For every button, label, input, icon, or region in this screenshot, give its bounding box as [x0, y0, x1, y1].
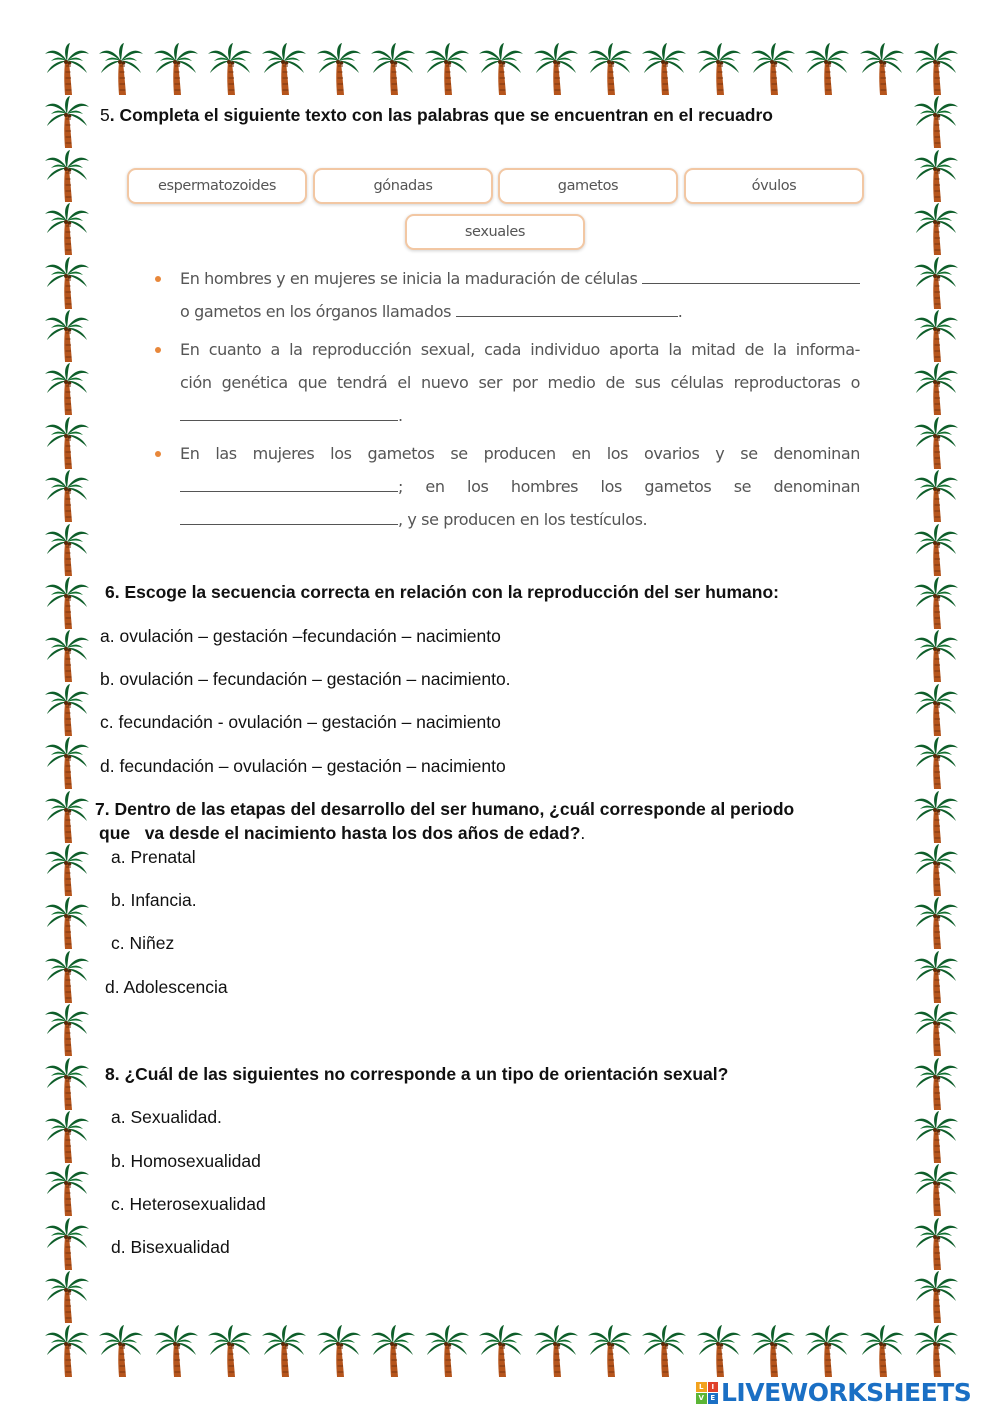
palm-tree-icon: [587, 42, 633, 96]
bullet2-line1: En cuanto a la reproducción sexual, cada individuo aporta la mitad de la informa-: [180, 340, 860, 359]
bullet3-line3: , y se producen en los testículos.: [180, 508, 647, 532]
palm-tree-icon: [641, 1324, 687, 1378]
palm-tree-icon: [44, 149, 90, 203]
liveworksheets-logo-icon: L I V E: [696, 1382, 718, 1404]
bullet1-line2: o gametos en los órganos llamados .: [180, 302, 683, 321]
question-8-option-a[interactable]: a. Sexualidad.: [111, 1107, 222, 1127]
question-7-title-line2: que va desde el nacimiento hasta los dos años de edad?.: [99, 823, 586, 843]
palm-tree-icon: [44, 1110, 90, 1164]
palm-tree-icon: [153, 1324, 199, 1378]
word-bank-ovulos: óvulos: [684, 168, 864, 204]
fill-blank-3[interactable]: [180, 406, 398, 421]
palm-tree-icon: [641, 42, 687, 96]
palm-tree-icon: [750, 42, 796, 96]
palm-tree-icon: [913, 202, 959, 256]
bullet-dot: [155, 451, 161, 457]
bullet1-line1: En hombres y en mujeres se inicia la maduración de células: [180, 267, 860, 291]
palm-tree-icon: [44, 416, 90, 470]
palm-tree-icon: [478, 1324, 524, 1378]
question-6-option-d[interactable]: d. fecundación – ovulación – gestación – nacimiento: [100, 756, 506, 776]
palm-tree-icon: [913, 736, 959, 790]
palm-tree-icon: [913, 523, 959, 577]
question-8-title: 8. ¿Cuál de las siguientes no corresponde a un tipo de orientación sexual?: [105, 1064, 729, 1084]
palm-tree-icon: [913, 843, 959, 897]
palm-tree-icon: [913, 42, 959, 96]
palm-tree-icon: [44, 683, 90, 737]
palm-tree-icon: [859, 1324, 905, 1378]
palm-tree-icon: [44, 469, 90, 523]
palm-tree-icon: [913, 149, 959, 203]
palm-tree-icon: [696, 1324, 742, 1378]
palm-tree-icon: [44, 896, 90, 950]
palm-tree-icon: [913, 683, 959, 737]
bullet3-line2: ; en los hombres los gametos se denominan: [180, 475, 860, 499]
question-6-title: 6. Escoge la secuencia correcta en relación con la reproducción del ser humano:: [105, 582, 779, 602]
question-8-option-d[interactable]: d. Bisexualidad: [111, 1237, 230, 1257]
palm-tree-icon: [44, 736, 90, 790]
palm-tree-icon: [696, 42, 742, 96]
fill-blank-4[interactable]: [180, 477, 398, 492]
palm-tree-icon: [859, 42, 905, 96]
word-bank-gametos: gametos: [498, 168, 678, 204]
palm-tree-icon: [44, 256, 90, 310]
palm-tree-icon: [370, 1324, 416, 1378]
fill-blank-5[interactable]: [180, 510, 398, 525]
palm-tree-icon: [44, 1163, 90, 1217]
palm-tree-icon: [207, 42, 253, 96]
palm-tree-icon: [913, 629, 959, 683]
palm-tree-icon: [913, 469, 959, 523]
bullet-dot: [155, 276, 161, 282]
bullet-dot: [155, 347, 161, 353]
palm-tree-icon: [261, 1324, 307, 1378]
bullet2-line2: ción genética que tendrá el nuevo ser por medio de sus células reproductoras o: [180, 373, 860, 392]
palm-tree-icon: [804, 42, 850, 96]
palm-tree-icon: [44, 1057, 90, 1111]
palm-tree-icon: [913, 416, 959, 470]
word-bank-espermatozoides: espermatozoides: [127, 168, 307, 204]
palm-tree-icon: [533, 42, 579, 96]
palm-tree-icon: [44, 95, 90, 149]
palm-tree-icon: [913, 790, 959, 844]
palm-tree-icon: [533, 1324, 579, 1378]
question-8-option-b[interactable]: b. Homosexualidad: [111, 1151, 261, 1171]
palm-tree-icon: [587, 1324, 633, 1378]
palm-tree-icon: [44, 523, 90, 577]
palm-tree-icon: [44, 576, 90, 630]
palm-tree-icon: [750, 1324, 796, 1378]
palm-tree-icon: [207, 1324, 253, 1378]
palm-tree-icon: [913, 1003, 959, 1057]
palm-tree-icon: [478, 42, 524, 96]
palm-tree-icon: [913, 1057, 959, 1111]
liveworksheets-logo[interactable]: [696, 1378, 971, 1407]
palm-tree-icon: [44, 42, 90, 96]
word-bank-gonadas: gónadas: [313, 168, 493, 204]
palm-tree-icon: [913, 1270, 959, 1324]
palm-tree-icon: [424, 1324, 470, 1378]
palm-tree-icon: [44, 1270, 90, 1324]
question-6-option-c[interactable]: c. fecundación - ovulación – gestación – nacimiento: [100, 712, 501, 732]
question-7-option-b[interactable]: b. Infancia.: [111, 890, 197, 910]
fill-blank-2[interactable]: [456, 302, 678, 317]
question-8-option-c[interactable]: c. Heterosexualidad: [111, 1194, 266, 1214]
palm-tree-icon: [44, 843, 90, 897]
palm-tree-icon: [913, 576, 959, 630]
bullet2-line3: .: [180, 404, 403, 428]
question-6-option-a[interactable]: a. ovulación – gestación –fecundación – nacimiento: [100, 626, 501, 646]
palm-tree-icon: [913, 1217, 959, 1271]
palm-tree-icon: [44, 202, 90, 256]
question-6-option-b[interactable]: b. ovulación – fecundación – gestación – nacimiento.: [100, 669, 511, 689]
palm-tree-icon: [804, 1324, 850, 1378]
palm-tree-icon: [913, 309, 959, 363]
palm-tree-icon: [261, 42, 307, 96]
palm-tree-icon: [44, 309, 90, 363]
palm-tree-icon: [44, 1003, 90, 1057]
palm-tree-icon: [44, 1324, 90, 1378]
palm-tree-icon: [98, 42, 144, 96]
question-7-option-c[interactable]: c. Niñez: [111, 933, 175, 953]
palm-tree-icon: [913, 362, 959, 416]
palm-tree-icon: [44, 950, 90, 1004]
palm-tree-icon: [44, 790, 90, 844]
palm-tree-icon: [44, 362, 90, 416]
palm-tree-icon: [913, 896, 959, 950]
palm-tree-icon: [370, 42, 416, 96]
palm-tree-icon: [44, 1217, 90, 1271]
palm-tree-icon: [913, 950, 959, 1004]
question-5-title: 5. Completa el siguiente texto con las palabras que se encuentran en el recuadro: [100, 105, 773, 125]
liveworksheets-brand: LIVEWORKSHEETS: [721, 1378, 972, 1407]
question-7-option-a[interactable]: a. Prenatal: [111, 847, 196, 867]
question-7-title-line1: 7. Dentro de las etapas del desarrollo del ser humano, ¿cuál corresponde al periodo: [95, 799, 795, 819]
bullet3-line1: En las mujeres los gametos se producen en los ovarios y se denominan: [180, 444, 860, 463]
palm-tree-icon: [913, 1110, 959, 1164]
word-bank-sexuales: sexuales: [405, 214, 585, 250]
palm-tree-icon: [913, 1324, 959, 1378]
fill-blank-1[interactable]: [642, 269, 860, 284]
palm-tree-icon: [98, 1324, 144, 1378]
palm-tree-icon: [153, 42, 199, 96]
question-7-option-d[interactable]: d. Adolescencia: [105, 977, 228, 997]
palm-tree-icon: [316, 1324, 362, 1378]
palm-tree-icon: [913, 256, 959, 310]
palm-tree-icon: [424, 42, 470, 96]
palm-tree-icon: [316, 42, 362, 96]
palm-tree-icon: [44, 629, 90, 683]
palm-tree-icon: [913, 1163, 959, 1217]
